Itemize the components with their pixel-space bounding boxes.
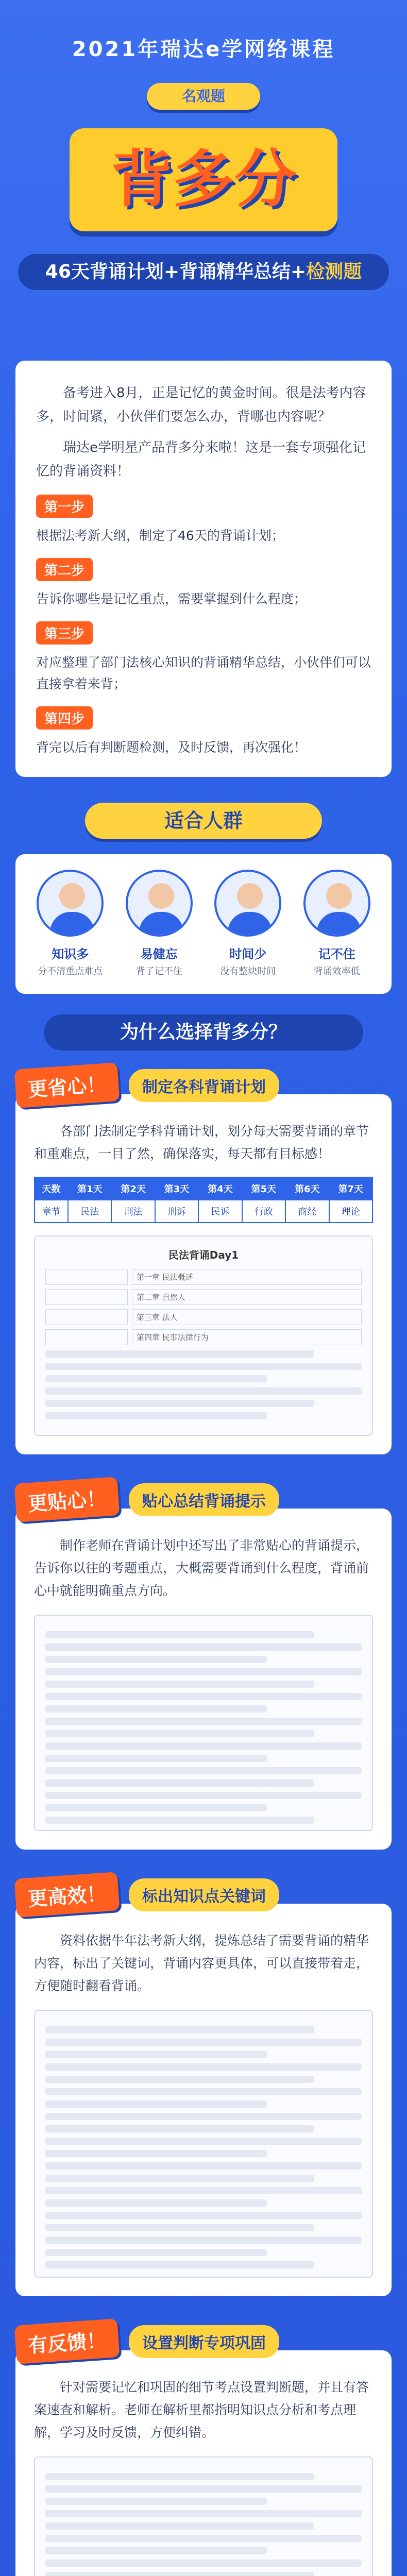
table-cell: 民诉 [198, 1200, 242, 1223]
subtitle-part-a: 46天背诵计划+背诵精华总结+ [45, 261, 307, 282]
feature-body [15, 1904, 392, 2296]
suitable-title: 适合人群 [85, 803, 322, 839]
why-title: 为什么选择背多分？ [44, 1014, 363, 1050]
table-cell: 刑法 [111, 1200, 155, 1223]
feature-plan [15, 1066, 392, 1454]
feature-header [15, 1480, 392, 1519]
document-preview [34, 2456, 373, 2576]
feature-text: 各部门法制定学科背诵计划，划分每天需要背诵的章节和重难点，一目了然，确保落实，每天都有目标感！ [34, 1124, 369, 1161]
hero-banner [0, 0, 407, 361]
intro-paragraph-2: 瑞达e学明星产品背多分来啦！这是一套专项强化记忆的背诵资料！ [36, 440, 366, 479]
feature-text: 资料依据牛年法考新大纲，提炼总结了需要背诵的精华内容，标出了关键词，背诵内容更具体，可以直接带着走，方便随时翻看背诵。 [34, 1933, 369, 1993]
step-2 [36, 558, 371, 610]
plan-table [34, 1177, 373, 1223]
intro-paragraph-1: 备考进入8月，正是记忆的黄金时间。很是法考内容多，时间紧，小伙伴们要怎么办，背哪也内容呢？ [36, 385, 366, 425]
document-title: 民法背诵Day1 [168, 1249, 239, 1261]
suitable-card [15, 854, 392, 994]
doc-cell: 第四章 民事法律行为 [132, 1329, 362, 1345]
step-1 [36, 495, 371, 547]
feature-badge: 更高效！ [14, 1872, 120, 1918]
feature-badge: 有反馈！ [14, 2318, 120, 2364]
table-header-cell: 第1天 [68, 1177, 111, 1200]
feature-badge: 更省心！ [14, 1062, 120, 1108]
ribbon-label: 名观题 [147, 83, 260, 110]
person-label: 记不住 [318, 947, 355, 961]
table-header-cell: 第4天 [198, 1177, 242, 1200]
feature-text: 针对需要记忆和巩固的细节考点设置判断题，并且有答案速查和解析。老师在解析里都指明知识点分析和考点理解，学习及时反馈，方便纠错。 [34, 2380, 369, 2440]
feature-name: 贴心总结背诵提示 [129, 1483, 279, 1516]
doc-cell: 第一章 民法概述 [132, 1269, 362, 1285]
feature-header [15, 1875, 392, 1914]
document-preview [34, 1235, 373, 1436]
person-item [207, 870, 289, 978]
step-1-tag: 第一步 [36, 495, 93, 518]
product-subtitle [18, 254, 389, 290]
feature-name: 标出知识点关键词 [129, 1878, 279, 1911]
step-4-tag: 第四步 [36, 706, 93, 730]
person-label: 时间少 [229, 947, 267, 961]
person-item [296, 870, 378, 978]
table-header-cell: 第7天 [329, 1177, 372, 1200]
subtitle-part-b: 检测题 [306, 261, 362, 282]
doc-cell: 第三章 法人 [132, 1309, 362, 1325]
table-cell: 民法 [68, 1200, 111, 1223]
feature-tips [15, 1480, 392, 1850]
avatar [303, 870, 370, 937]
avatar [126, 870, 193, 937]
document-grid [45, 1269, 362, 1345]
feature-text: 制作老师在背诵计划中还写出了非常贴心的背诵提示，告诉你以往的考题重点，大概需要背诵到什么程度，背诵前心中就能明确重点方向。 [34, 1538, 369, 1598]
feature-header [15, 1066, 392, 1105]
feature-header [15, 2322, 392, 2361]
table-header-cell: 第5天 [242, 1177, 285, 1200]
person-label: 易健忘 [140, 947, 178, 961]
feature-quiz [15, 2322, 392, 2576]
table-header-cell: 第2天 [111, 1177, 155, 1200]
feature-body [15, 1094, 392, 1454]
doc-cell [45, 1269, 128, 1285]
table-cell: 商经 [285, 1200, 329, 1223]
doc-cell [45, 1309, 128, 1325]
product-title: 背多分 [70, 128, 337, 231]
person-desc: 没有整块时间 [220, 966, 276, 977]
feature-name: 制定各科背诵计划 [129, 1069, 279, 1102]
table-cell: 行政 [242, 1200, 285, 1223]
person-desc: 背了记不住 [135, 966, 182, 977]
document-preview [34, 2010, 373, 2278]
doc-cell [45, 1289, 128, 1305]
step-3-tag: 第三步 [36, 621, 93, 645]
person-item [29, 870, 111, 978]
table-header-cell: 天数 [35, 1177, 68, 1200]
person-desc: 分不清重点难点 [38, 966, 103, 977]
doc-cell [45, 1329, 128, 1345]
table-cell: 章节 [35, 1200, 68, 1223]
document-preview [34, 1615, 373, 1831]
feature-body [15, 1509, 392, 1850]
table-header-row [35, 1177, 372, 1200]
step-2-tag: 第二步 [36, 558, 93, 581]
step-2-text: 告诉你哪些是记忆重点，需要掌握到什么程度； [36, 591, 307, 606]
table-cell: 刑诉 [155, 1200, 198, 1223]
person-desc: 背诵效率低 [313, 966, 360, 977]
feature-body [15, 2350, 392, 2576]
avatar [37, 870, 104, 937]
step-4-text: 背完以后有判断题检测，及时反馈，再次强化！ [36, 740, 307, 755]
table-row [35, 1200, 372, 1223]
step-3-text: 对应整理了部门法核心知识的背诵精华总结，小伙伴们可以直接拿着来背； [36, 655, 371, 691]
person-label: 知识多 [52, 947, 89, 961]
step-4 [36, 706, 371, 758]
table-cell: 理论 [329, 1200, 372, 1223]
people-list [15, 854, 392, 994]
avatar [214, 870, 281, 937]
feature-badge: 更贴心！ [14, 1477, 120, 1522]
step-1-text: 根据法考新大纲，制定了46天的背诵计划； [36, 528, 284, 543]
step-3 [36, 621, 371, 695]
table-header-cell: 第3天 [155, 1177, 198, 1200]
feature-name: 设置判断专项巩固 [129, 2325, 279, 2358]
doc-cell: 第二章 自然人 [132, 1289, 362, 1305]
feature-keywords [15, 1875, 392, 2296]
table-header-cell: 第6天 [285, 1177, 329, 1200]
person-item [118, 870, 200, 978]
course-title: 2021年瑞达e学网络课程 [72, 38, 335, 61]
intro-card [15, 361, 392, 777]
